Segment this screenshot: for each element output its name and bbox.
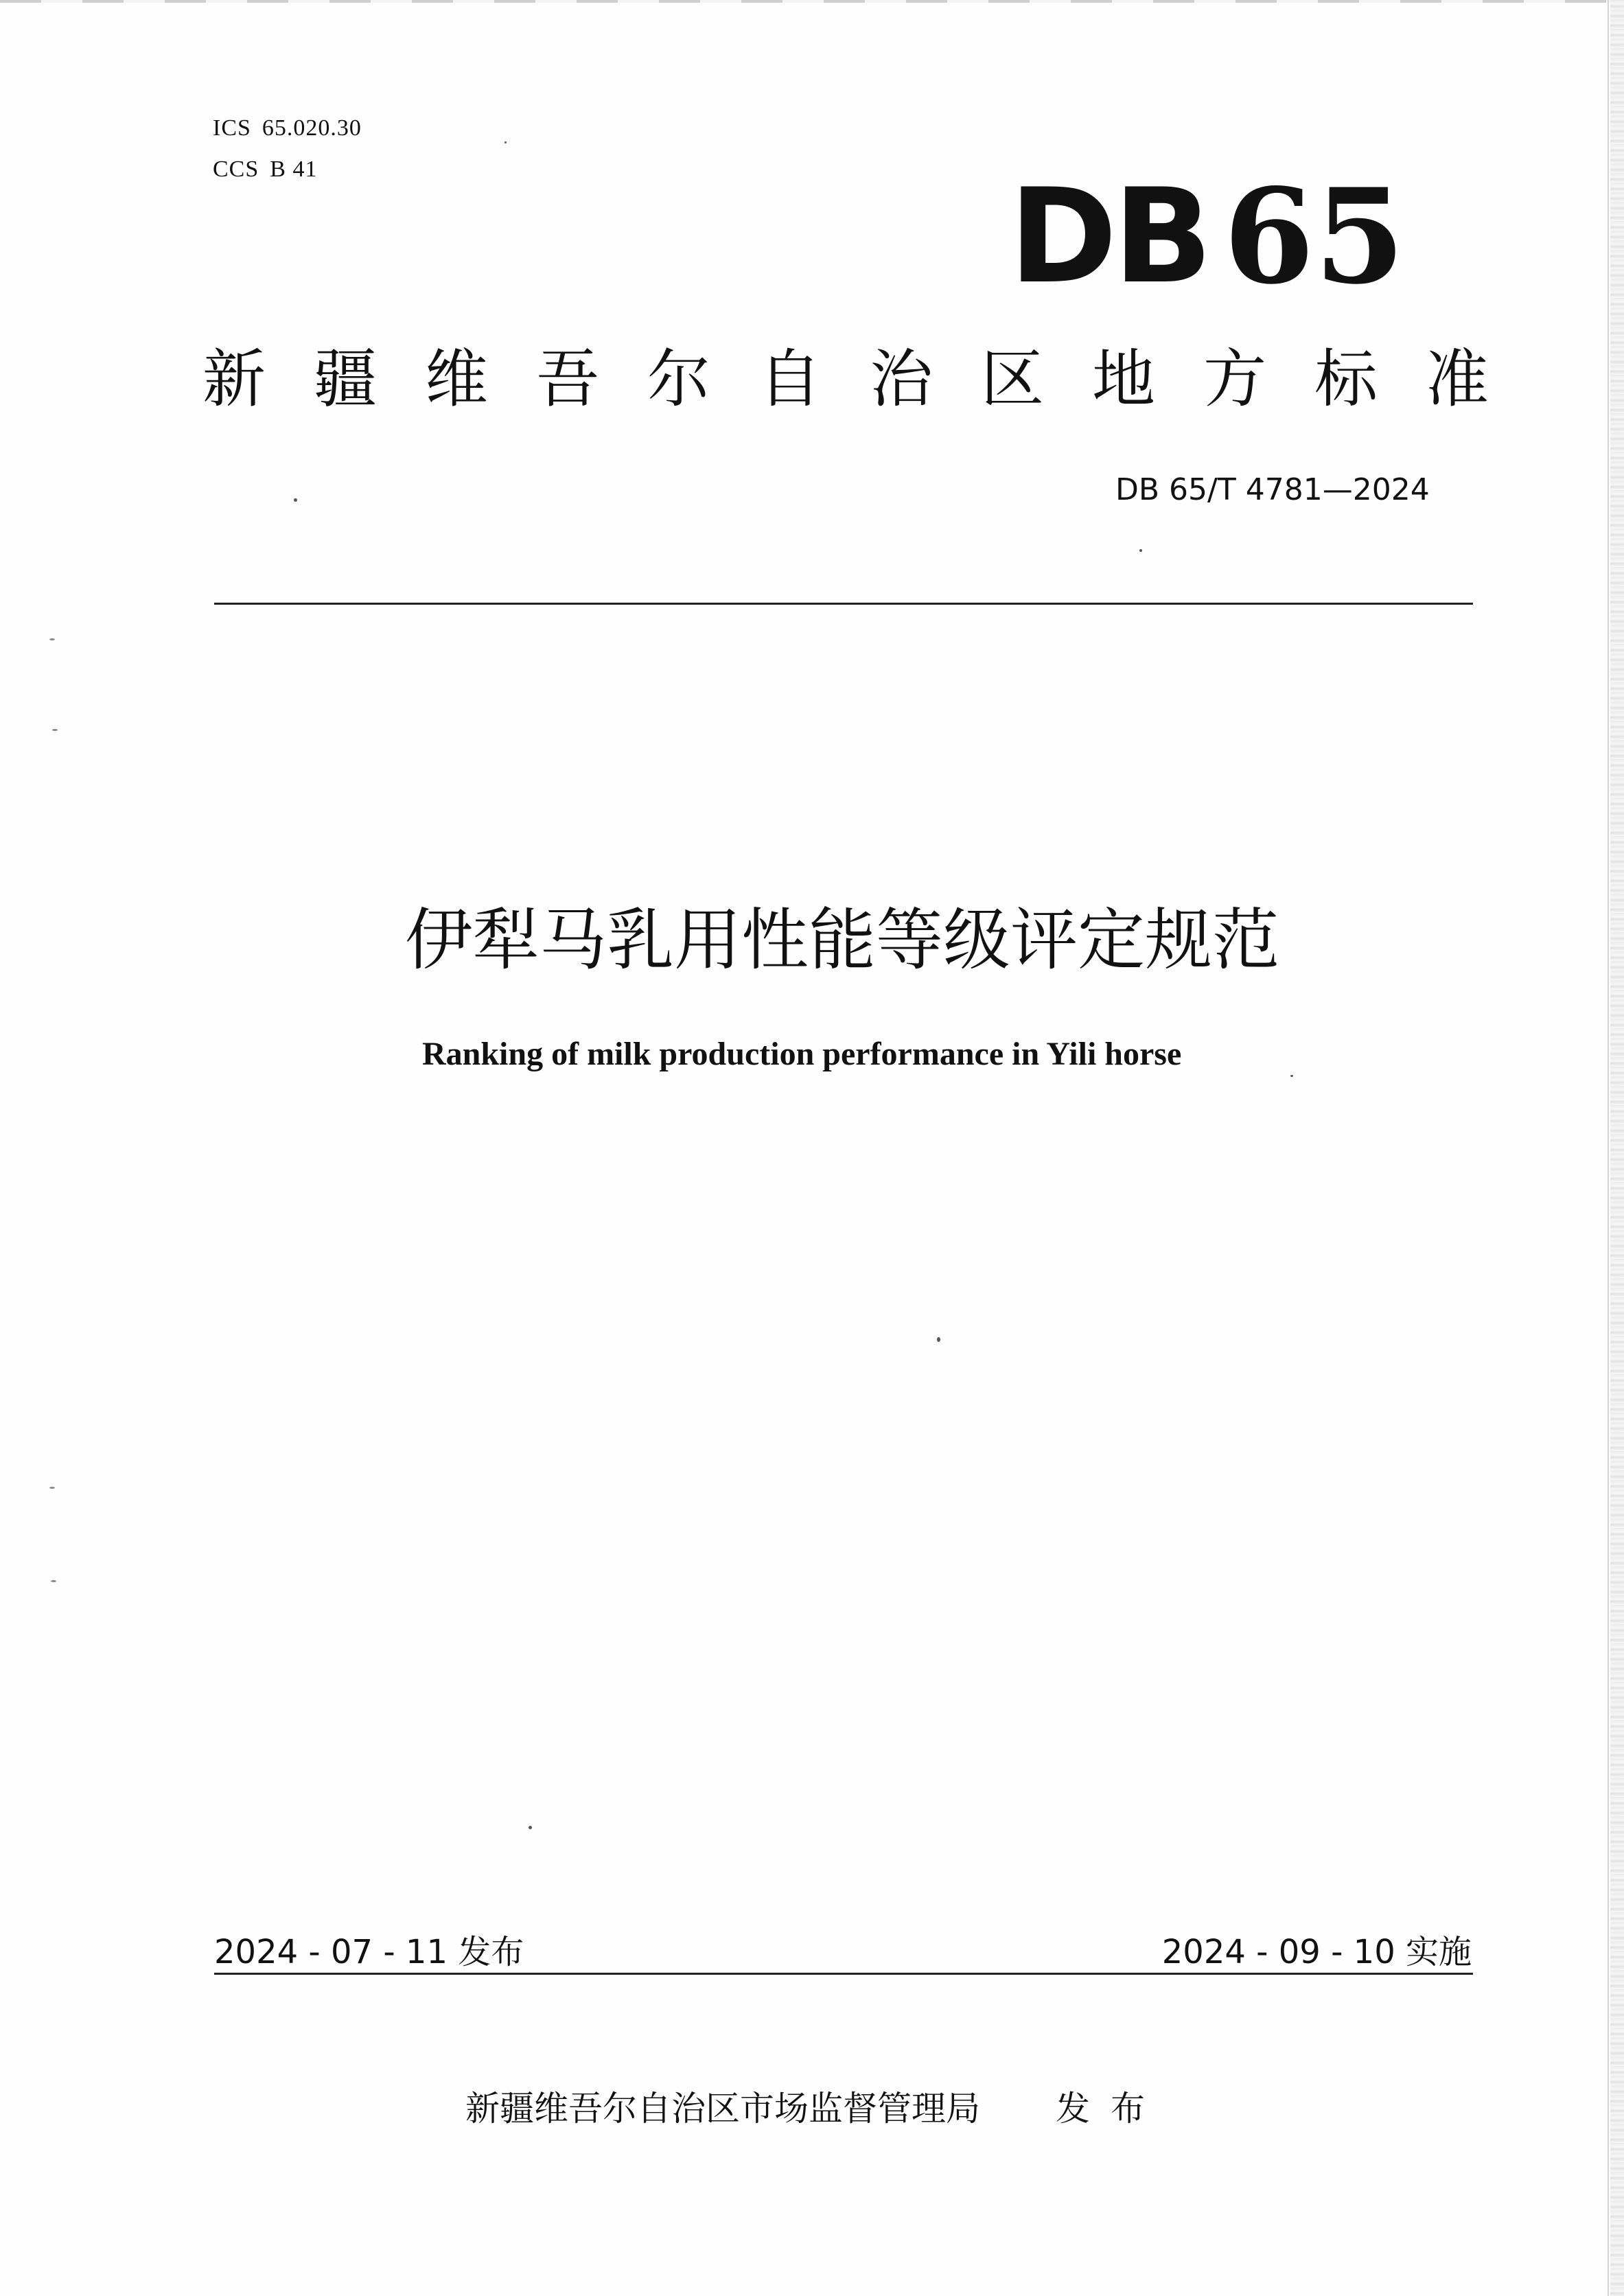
scan-speck [529, 1826, 532, 1829]
scan-speck [504, 141, 507, 143]
scan-speck [294, 498, 297, 502]
effective-date: 2024 - 09 - 10 实施 [1161, 1933, 1472, 1971]
issuer-name: 新疆维吾尔自治区市场监督管理局 [465, 2089, 980, 2129]
scan-speck [52, 729, 58, 731]
footer-divider [214, 1973, 1473, 1975]
scan-speck [1290, 1075, 1293, 1077]
scan-speck [1139, 549, 1142, 552]
db65-logo [1009, 160, 1405, 313]
standard-organization-title: 新疆维吾尔自治区地方标准 [202, 343, 1538, 416]
document-title-chinese: 伊犁马乳用性能等级评定规范 [405, 901, 1280, 979]
document-title-english: Ranking of milk production performance in Yili horse [422, 1036, 1182, 1072]
header-divider [214, 603, 1473, 605]
ics-label: ICS [213, 115, 251, 141]
ccs-classification [213, 156, 317, 183]
scan-edge-line [1608, 0, 1609, 2296]
scan-speck [49, 1487, 55, 1489]
publish-date: 2024 - 07 - 11 发布 [214, 1933, 524, 1971]
scan-right-edge [1610, 0, 1624, 2296]
standard-number: DB 65/T 4781—2024 [1115, 472, 1430, 507]
issuer-line [465, 2081, 1165, 2131]
logo-number: 65 [1223, 160, 1405, 313]
ccs-label: CCS [213, 156, 259, 182]
ccs-code: B 41 [270, 156, 318, 182]
scan-speck [51, 1580, 56, 1582]
ics-classification [213, 115, 362, 141]
issuer-action: 发布 [1056, 2089, 1165, 2129]
scan-speck [49, 638, 55, 640]
scan-speck [937, 1337, 940, 1342]
scan-top-edge [0, 0, 1624, 3]
logo-letters: DB [1009, 161, 1209, 312]
ics-code: 65.020.30 [262, 115, 362, 141]
